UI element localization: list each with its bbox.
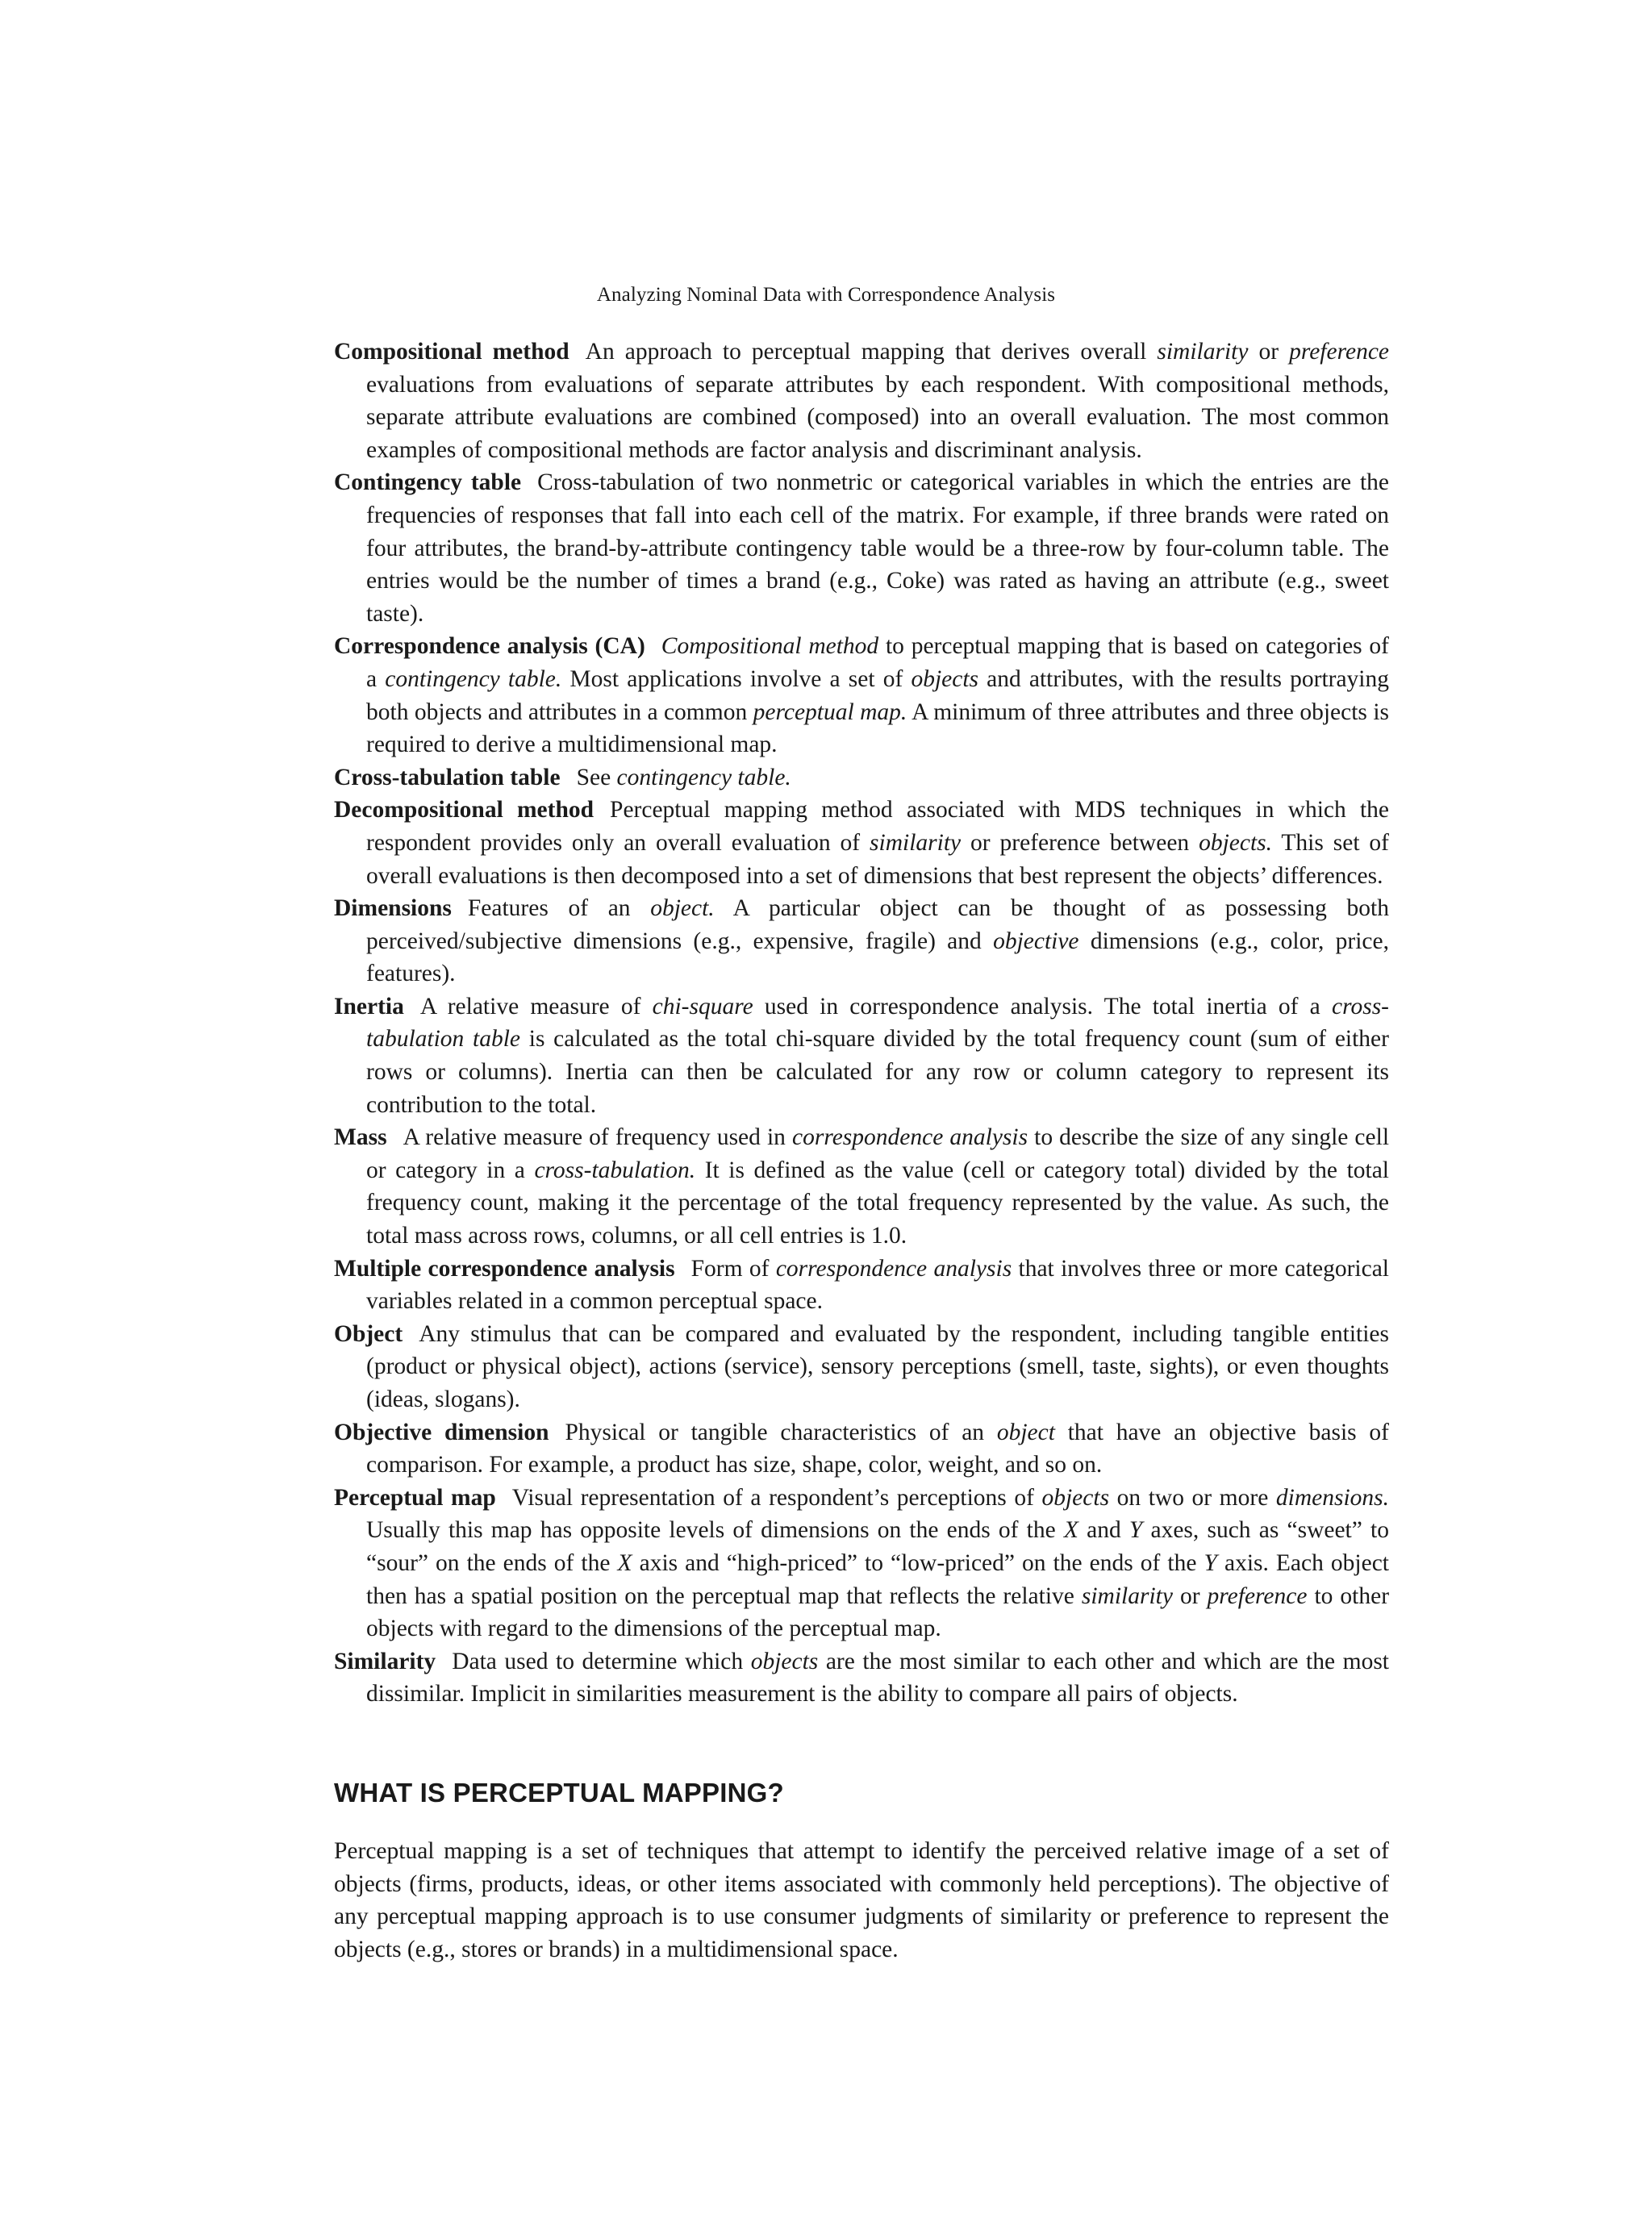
definition-text: axis. Each object then has a spatial position on the perceptual map that reflects the relative xyxy=(366,1549,1389,1609)
definition-emphasis: similarity xyxy=(1157,339,1249,365)
definition-text: Features of an xyxy=(467,895,651,922)
glossary-entry xyxy=(334,990,1389,1121)
definition-text: Most applications involve a set of xyxy=(561,665,912,692)
intro-paragraph: Perceptual mapping is a set of techniques that attempt to identify the perceived relative image of a set of objects (firms, products, ideas, or other items associated with commonly held perceptions). The objective of any perceptual mapping approach is to use consumer judgments of similarity or preference to represent the objects (e.g., stores or brands) in a multidimensional space. xyxy=(334,1838,1389,1962)
running-head: Analyzing Nominal Data with Correspondence Analysis xyxy=(596,284,1056,306)
definition-emphasis: X xyxy=(1063,1517,1078,1544)
definition-text: to perceptual mapping that is based on categories of a xyxy=(366,633,1390,692)
definition-emphasis: Compositional method xyxy=(661,633,879,660)
definition-text: A relative measure of xyxy=(419,993,653,1020)
glossary-term: Dimensions xyxy=(334,895,452,922)
definition-text: axis and “high-priced” to “low-priced” on the ends of the xyxy=(632,1549,1204,1576)
glossary-term: Similarity xyxy=(334,1648,436,1674)
glossary-term: Objective dimension xyxy=(334,1419,549,1445)
definition-emphasis: Y xyxy=(1204,1549,1217,1576)
definition-emphasis: correspondence analysis xyxy=(792,1124,1028,1151)
definition-emphasis: objects xyxy=(750,1648,819,1674)
definition-text: Data used to determine which xyxy=(452,1648,751,1674)
definition-text: are the most similar to each other and which are the most dissimilar. Implicit in similarities measurement is the ability to compare all pairs of objects. xyxy=(366,1648,1389,1708)
definition-text: or preference between xyxy=(961,829,1199,856)
definition-emphasis: contingency table. xyxy=(616,764,791,790)
definition-text: and xyxy=(1078,1517,1129,1544)
definition-emphasis: X xyxy=(617,1549,632,1576)
definition-text: Physical or tangible characteristics of an xyxy=(565,1419,997,1445)
definition-emphasis: perceptual map. xyxy=(753,698,907,725)
glossary-term: Decompositional method xyxy=(334,797,594,824)
glossary-term: Compositional method xyxy=(334,339,569,365)
definition-text: A particular object can be thought of as possessing both perceived/subjective dimensions (e.g., expensive, fragile) and xyxy=(366,895,1389,954)
definition-emphasis: objects xyxy=(911,665,978,692)
definition-emphasis: objects xyxy=(1041,1484,1110,1511)
definition-emphasis: correspondence analysis xyxy=(775,1255,1012,1282)
definition-emphasis: similarity xyxy=(870,829,962,856)
definition-emphasis: preference xyxy=(1207,1582,1308,1609)
definition-text: axes, such as “sweet” to “sour” on the ends of the xyxy=(366,1517,1389,1576)
glossary-term: Cross-tabulation table xyxy=(334,764,561,790)
glossary-term: Multiple correspondence analysis xyxy=(334,1255,675,1282)
definition-text: and attributes, with the results portraying both objects and attributes in a common xyxy=(366,665,1390,725)
glossary-entry xyxy=(334,892,1389,990)
definition-text: dimensions (e.g., color, price, features). xyxy=(366,928,1389,987)
definition-text: A relative measure of frequency used in xyxy=(403,1124,792,1151)
definition-emphasis: Y xyxy=(1128,1517,1143,1544)
definition-text: A minimum of three attributes and three objects is required to derive a multidimensional map. xyxy=(366,698,1389,758)
glossary-term: Perceptual map xyxy=(334,1484,496,1511)
glossary-term: Mass xyxy=(334,1124,387,1151)
glossary-entry xyxy=(334,336,1389,466)
glossary-term: Object xyxy=(334,1320,403,1347)
definition-emphasis: cross-tabulation. xyxy=(534,1157,696,1183)
glossary-entry xyxy=(334,1121,1389,1252)
definition-text: Cross-tabulation of two nonmetric or categorical variables in which the entries are the frequencies of responses that fall into each cell of the matrix. For example, if three brands were rated on four attributes, the brand-by-attribute contingency table would be a three-row by four-column table. The entries would be the number of times a brand (e.g., Coke) was rated as having an attribute (e.g., sweet taste). xyxy=(366,469,1389,627)
glossary-list xyxy=(334,336,1389,1711)
definition-emphasis: objective xyxy=(993,928,1079,954)
glossary-entry xyxy=(334,1645,1389,1711)
definition-text: It is defined as the value (cell or category total) divided by the total frequency count, making it the percentage of the total frequency represented by the value. As such, the total mass across rows, columns, or all cell entries is 1.0. xyxy=(366,1157,1390,1249)
definition-emphasis: chi-square xyxy=(652,993,753,1020)
definition-text: to other objects with regard to the dimensions of the perceptual map. xyxy=(366,1582,1390,1642)
glossary-term: Correspondence analysis (CA) xyxy=(334,633,645,660)
glossary-entry xyxy=(334,1253,1389,1318)
glossary-entry xyxy=(334,1318,1389,1416)
glossary-entry xyxy=(334,466,1389,630)
definition-emphasis: objects. xyxy=(1199,829,1273,856)
definition-emphasis: object. xyxy=(650,895,715,922)
glossary-entry xyxy=(334,630,1389,761)
definition-text: This set of overall evaluations is then decomposed into a set of dimensions that best represent the objects’ differences. xyxy=(366,829,1390,889)
definition-text: that have an objective basis of comparison. For example, a product has size, shape, color, weight, and so on. xyxy=(366,1419,1389,1478)
definition-text: Perceptual mapping method associated with MDS techniques in which the respondent provides only an overall evaluation of xyxy=(366,797,1389,856)
definition-text: Form of xyxy=(690,1255,776,1282)
definition-text: Any stimulus that can be compared and evaluated by the respondent, including tangible entities (product or physical object), actions (service), sensory perceptions (smell, taste, sights), or even thoughts (ideas, slogans). xyxy=(366,1320,1389,1412)
definition-text: is calculated as the total chi-square divided by the total frequency count (sum of either rows or columns). Inertia can then be calculated for any row or column category to represent its contribution to the total. xyxy=(366,1026,1389,1118)
definition-text: to describe the size of any single cell or category in a xyxy=(366,1124,1390,1183)
glossary-entry xyxy=(334,1416,1389,1482)
definition-text: used in correspondence analysis. The total inertia of a xyxy=(753,993,1332,1020)
glossary-entry xyxy=(334,1482,1389,1645)
definition-text: on two or more xyxy=(1109,1484,1276,1511)
section-heading: WHAT IS PERCEPTUAL MAPPING? xyxy=(334,1778,784,1808)
glossary-term: Inertia xyxy=(334,993,404,1020)
definition-text: or xyxy=(1172,1582,1208,1609)
glossary-entry xyxy=(334,761,1389,794)
glossary-entry xyxy=(334,794,1389,892)
definition-text: Visual representation of a respondent’s perceptions of xyxy=(511,1484,1042,1511)
definition-emphasis: dimensions. xyxy=(1275,1484,1389,1511)
definition-text: that involves three or more categorical variables related in a common perceptual space. xyxy=(366,1255,1389,1315)
glossary-term: Contingency table xyxy=(334,469,522,496)
definition-text: See xyxy=(576,764,617,790)
definition-emphasis: similarity xyxy=(1081,1582,1173,1609)
definition-text: An approach to perceptual mapping that derives overall xyxy=(585,339,1158,365)
definition-emphasis: contingency table. xyxy=(385,665,562,692)
definition-text: evaluations from evaluations of separate attributes by each respondent. With compositional methods, separate attribute evaluations are combined (composed) into an overall evaluation. The most common examples of compositional methods are factor analysis and discriminant analysis. xyxy=(366,371,1389,463)
definition-text: or xyxy=(1248,339,1290,365)
definition-emphasis: preference xyxy=(1289,339,1390,365)
definition-text: Usually this map has opposite levels of dimensions on the ends of the xyxy=(366,1517,1064,1544)
definition-emphasis: object xyxy=(996,1419,1055,1445)
definition-emphasis: cross-tabulation table xyxy=(366,993,1389,1053)
